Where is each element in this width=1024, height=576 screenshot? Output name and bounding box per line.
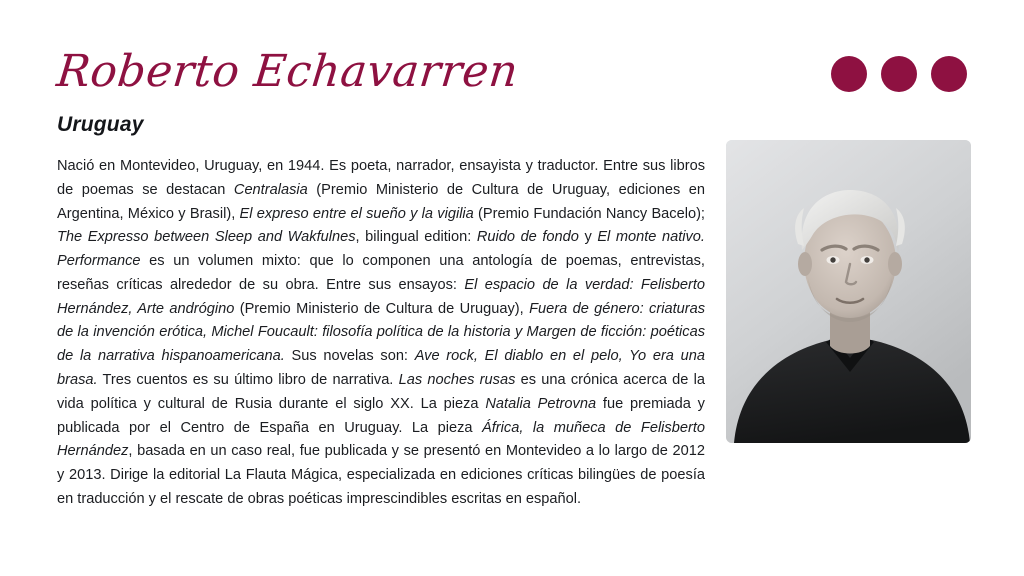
dot-icon [831,56,867,92]
page-title: Roberto Echavarren [54,46,521,97]
decorative-dots [831,56,967,92]
dot-icon [881,56,917,92]
portrait-photo [726,140,971,443]
biography-text: Nació en Montevideo, Uruguay, en 1944. Es poeta, narrador, ensayista y traductor. Entre sus libros de poemas se destacan Centralasia (Premio Ministerio de Cultura de Uruguay, ediciones en Argentina, México y Brasil), El expreso entre el sueño y la vigilia (Premio Fundación Nancy Bacelo); The Expresso between Sleep and Wakfulnes, bilingual edition: Ruido de fondo y El monte nativo. Performance es un volumen mixto: que lo componen una antología de poemas, entrevistas, reseñas críticas alrededor de su obra. Entre sus ensayos: El espacio de la verdad: Felisberto Hernández, Arte andrógino (Premio Ministerio de Cultura de Uruguay), Fuera de género: criaturas de la invención erótica, Michel Foucault: filosofía política de la historia y Margen de ficción: poéticas de la narrativa hispanoamericana. Sus novelas son: Ave rock, El diablo en el pelo, Yo era una brasa. Tres cuentos es su último libro de narrativa. Las noches rusas es una crónica acerca de la vida política y cultural de Rusia durante el siglo XX. La pieza Natalia Petrovna fue premiada y publicada por el Centro de España en Uruguay. La pieza África, la muñeca de Felisberto Hernández, basada en un caso real, fue publicada y se presentó en Montevideo a lo largo de 2012 y 2013. Dirige la editorial La Flauta Mágica, especializada en ediciones críticas bilingües de poesía en traducción y el rescate de obras poéticas imprescindibles escritas en español. [57,158,706,507]
dot-icon [931,56,967,92]
country-subtitle: Uruguay [57,113,144,136]
